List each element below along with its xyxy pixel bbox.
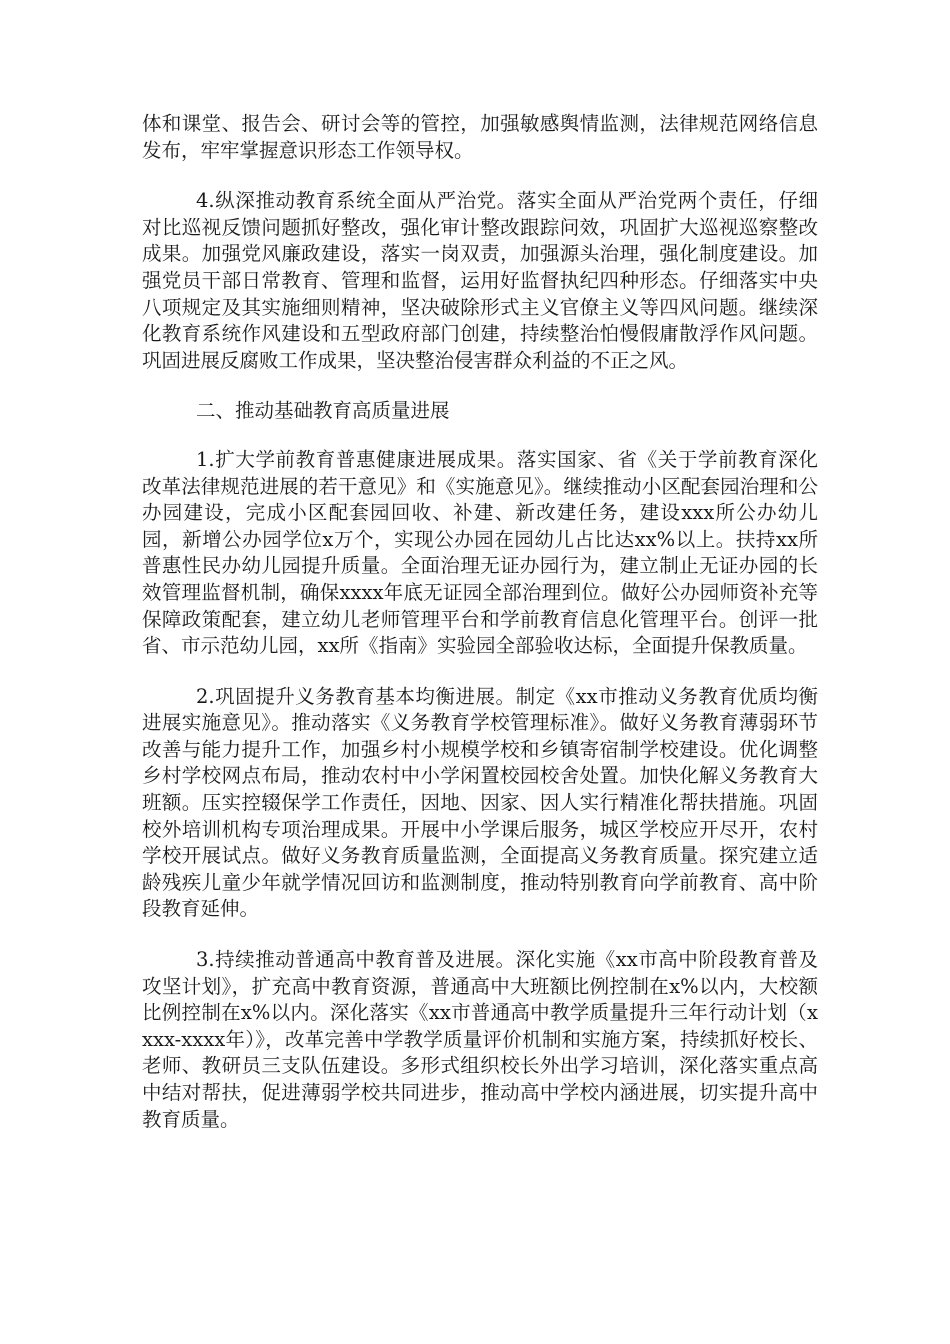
section-heading-basic-education: 二、推动基础教育高质量进展 [196, 399, 450, 423]
paragraph-preschool-education: 1.扩大学前教育普惠健康进展成果。落实国家、省《关于学前教育深化改革法律规范进展的若干意见》和《实施意见》。继续推动小区配套园治理和公办园建设，完成小区配套园回收、补建、新改建任务，建设xxx所公办幼儿园，新增公办园学位x万个，实现公办园在园幼儿占比达xx%以上。扶持xx所普惠性民办幼儿园提升质量。全面治理无证办园行为，建立制止无证办园的长效管理监督机制，确保xxxx年底无证园全部治理到位。做好公办园师资补充等保障政策配套，建立幼儿老师管理平台和学前教育信息化管理平台。创评一批省、市示范幼儿园，xx所《指南》实验园全部验收达标，全面提升保教质量。 [142, 447, 818, 658]
paragraph-compulsory-education: 2.巩固提升义务教育基本均衡进展。制定《xx市推动义务教育优质均衡进展实施意见》。推动落实《义务教育学校管理标准》。做好义务教育薄弱环节改善与能力提升工作，加强乡村小规模学校和乡镇寄宿制学校建设。优化调整乡村学校网点布局，推动农村中小学闲置校园校舍处置。加快化解义务教育大班额。压实控辍保学工作责任，因地、因家、因人实行精准化帮扶措施。巩固校外培训机构专项治理成果。开展中小学课后服务，城区学校应开尽开，农村学校开展试点。做好义务教育质量监测，全面提高义务教育质量。探究建立适龄残疾儿童少年就学情况回访和监测制度，推动特别教育向学前教育、高中阶段教育延伸。 [142, 684, 818, 921]
paragraph-party-discipline: 4.纵深推动教育系统全面从严治党。落实全面从严治党两个责任，仔细对比巡视反馈问题抓好整改，强化审计整改跟踪问效，巩固扩大巡视巡察整改成果。加强党风廉政建设，落实一岗双责，加强源头治理，强化制度建设。加强党员干部日常教育、管理和监督，运用好监督执纪四种形态。仔细落实中央八项规定及其实施细则精神，坚决破除形式主义官僚主义等四风问题。继续深化教育系统作风建设和五型政府部门创建，持续整治怕慢假庸散浮作风问题。巩固进展反腐败工作成果，坚决整治侵害群众利益的不正之风。 [142, 189, 818, 372]
paragraph-continuation: 体和课堂、报告会、研讨会等的管控，加强敏感舆情监测，法律规范网络信息发布，牢牢掌握意识形态工作领导权。 [142, 112, 818, 162]
paragraph-high-school-education: 3.持续推动普通高中教育普及进展。深化实施《xx市高中阶段教育普及攻坚计划》，扩充高中教育资源，普通高中大班额比例控制在x%以内，大校额比例控制在x%以内。深化落实《xx市普通高中教学质量提升三年行动计划（xxxx-xxxx年）》，改革完善中学教学质量评价机制和实施方案，持续抓好校长、老师、教研员三支队伍建设。多形式组织校长外出学习培训，深化落实重点高中结对帮扶，促进薄弱学校共同进步，推动高中学校内涵进展，切实提升高中教育质量。 [142, 948, 818, 1131]
document-body [142, 111, 818, 1157]
